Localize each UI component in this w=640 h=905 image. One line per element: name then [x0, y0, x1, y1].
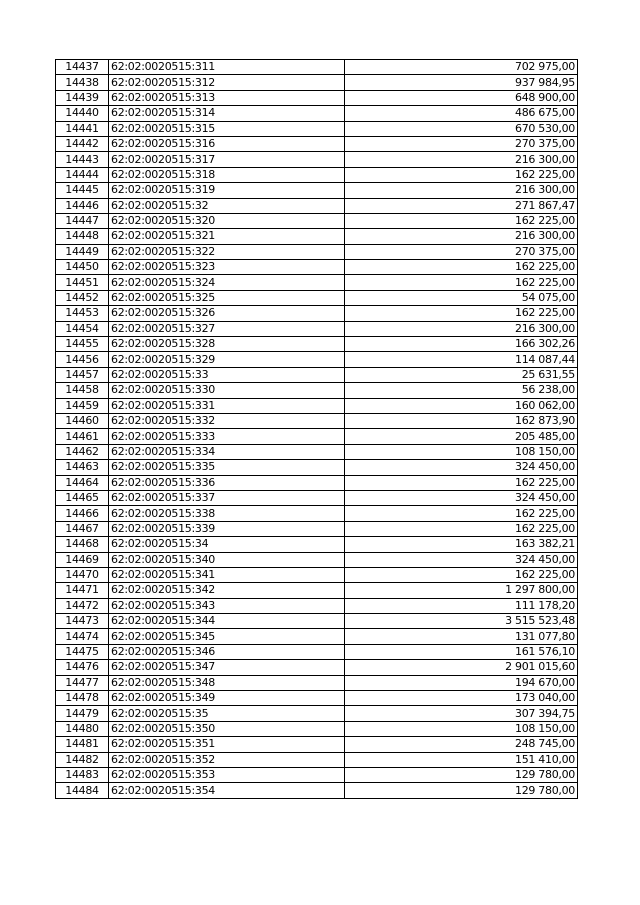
table-row — [56, 490, 578, 505]
table-row — [56, 444, 578, 459]
table-row — [56, 429, 578, 444]
value-cell: 108 150,00 — [345, 444, 578, 459]
table-row — [56, 383, 578, 398]
value-cell: 173 040,00 — [345, 691, 578, 706]
row-number-cell: 14458 — [56, 383, 109, 398]
row-number-cell: 14453 — [56, 306, 109, 321]
cadastral-number-cell: 62:02:0020515:34 — [109, 537, 345, 552]
row-number-cell: 14441 — [56, 121, 109, 136]
row-number-cell: 14449 — [56, 244, 109, 259]
value-cell: 216 300,00 — [345, 321, 578, 336]
row-number-cell: 14447 — [56, 213, 109, 228]
table-row — [56, 275, 578, 290]
table-row — [56, 352, 578, 367]
table-row — [56, 475, 578, 490]
row-number-cell: 14444 — [56, 167, 109, 182]
value-cell: 162 225,00 — [345, 521, 578, 536]
row-number-cell: 14476 — [56, 660, 109, 675]
value-cell: 648 900,00 — [345, 90, 578, 105]
cadastral-number-cell: 62:02:0020515:325 — [109, 290, 345, 305]
value-cell: 166 302,26 — [345, 337, 578, 352]
value-cell: 3 515 523,48 — [345, 614, 578, 629]
table-row — [56, 413, 578, 428]
cadastral-number-cell: 62:02:0020515:350 — [109, 721, 345, 736]
value-cell: 129 780,00 — [345, 783, 578, 798]
row-number-cell: 14481 — [56, 737, 109, 752]
row-number-cell: 14459 — [56, 398, 109, 413]
value-cell: 129 780,00 — [345, 767, 578, 782]
row-number-cell: 14448 — [56, 229, 109, 244]
table-row — [56, 260, 578, 275]
row-number-cell: 14454 — [56, 321, 109, 336]
value-cell: 324 450,00 — [345, 460, 578, 475]
cadastral-number-cell: 62:02:0020515:336 — [109, 475, 345, 490]
table-row — [56, 229, 578, 244]
value-cell: 162 225,00 — [345, 567, 578, 582]
table-row — [56, 691, 578, 706]
cadastral-number-cell: 62:02:0020515:33 — [109, 367, 345, 382]
row-number-cell: 14440 — [56, 106, 109, 121]
row-number-cell: 14452 — [56, 290, 109, 305]
value-cell: 270 375,00 — [345, 244, 578, 259]
value-cell: 25 631,55 — [345, 367, 578, 382]
row-number-cell: 14460 — [56, 413, 109, 428]
value-cell: 216 300,00 — [345, 229, 578, 244]
table-row — [56, 537, 578, 552]
cadastral-number-cell: 62:02:0020515:346 — [109, 644, 345, 659]
cadastral-number-cell: 62:02:0020515:353 — [109, 767, 345, 782]
table-row — [56, 367, 578, 382]
value-cell: 2 901 015,60 — [345, 660, 578, 675]
cadastral-number-cell: 62:02:0020515:318 — [109, 167, 345, 182]
row-number-cell: 14469 — [56, 552, 109, 567]
cadastral-number-cell: 62:02:0020515:331 — [109, 398, 345, 413]
cadastral-number-cell: 62:02:0020515:329 — [109, 352, 345, 367]
cadastral-number-cell: 62:02:0020515:327 — [109, 321, 345, 336]
cadastral-number-cell: 62:02:0020515:314 — [109, 106, 345, 121]
cadastral-number-cell: 62:02:0020515:341 — [109, 567, 345, 582]
row-number-cell: 14471 — [56, 583, 109, 598]
cadastral-number-cell: 62:02:0020515:342 — [109, 583, 345, 598]
row-number-cell: 14442 — [56, 136, 109, 151]
table-row — [56, 167, 578, 182]
table-row — [56, 644, 578, 659]
table-row — [56, 675, 578, 690]
cadastral-number-cell: 62:02:0020515:348 — [109, 675, 345, 690]
row-number-cell: 14470 — [56, 567, 109, 582]
row-number-cell: 14461 — [56, 429, 109, 444]
value-cell: 131 077,80 — [345, 629, 578, 644]
value-cell: 324 450,00 — [345, 552, 578, 567]
table-row — [56, 290, 578, 305]
cadastral-number-cell: 62:02:0020515:332 — [109, 413, 345, 428]
value-cell: 216 300,00 — [345, 152, 578, 167]
table-row — [56, 306, 578, 321]
table-row — [56, 213, 578, 228]
cadastral-number-cell: 62:02:0020515:319 — [109, 183, 345, 198]
value-cell: 162 225,00 — [345, 506, 578, 521]
row-number-cell: 14457 — [56, 367, 109, 382]
row-number-cell: 14484 — [56, 783, 109, 798]
table-row — [56, 737, 578, 752]
value-cell: 205 485,00 — [345, 429, 578, 444]
cadastral-number-cell: 62:02:0020515:32 — [109, 198, 345, 213]
cadastral-number-cell: 62:02:0020515:328 — [109, 337, 345, 352]
cadastral-number-cell: 62:02:0020515:326 — [109, 306, 345, 321]
row-number-cell: 14450 — [56, 260, 109, 275]
value-cell: 324 450,00 — [345, 490, 578, 505]
row-number-cell: 14466 — [56, 506, 109, 521]
value-cell: 162 225,00 — [345, 475, 578, 490]
value-cell: 162 225,00 — [345, 260, 578, 275]
cadastral-number-cell: 62:02:0020515:334 — [109, 444, 345, 459]
row-number-cell: 14451 — [56, 275, 109, 290]
row-number-cell: 14455 — [56, 337, 109, 352]
cadastral-number-cell: 62:02:0020515:354 — [109, 783, 345, 798]
row-number-cell: 14463 — [56, 460, 109, 475]
table-row — [56, 552, 578, 567]
value-cell: 216 300,00 — [345, 183, 578, 198]
cadastral-number-cell: 62:02:0020515:321 — [109, 229, 345, 244]
table-row — [56, 244, 578, 259]
value-cell: 162 225,00 — [345, 306, 578, 321]
value-cell: 111 178,20 — [345, 598, 578, 613]
table-row — [56, 60, 578, 75]
value-cell: 162 873,90 — [345, 413, 578, 428]
table-row — [56, 660, 578, 675]
cadastral-number-cell: 62:02:0020515:339 — [109, 521, 345, 536]
cadastral-number-cell: 62:02:0020515:340 — [109, 552, 345, 567]
value-cell: 307 394,75 — [345, 706, 578, 721]
row-number-cell: 14462 — [56, 444, 109, 459]
cadastral-value-table — [55, 59, 578, 799]
table-row — [56, 337, 578, 352]
table-row — [56, 136, 578, 151]
row-number-cell: 14464 — [56, 475, 109, 490]
value-cell: 108 150,00 — [345, 721, 578, 736]
value-cell: 160 062,00 — [345, 398, 578, 413]
row-number-cell: 14479 — [56, 706, 109, 721]
cadastral-number-cell: 62:02:0020515:347 — [109, 660, 345, 675]
cadastral-number-cell: 62:02:0020515:343 — [109, 598, 345, 613]
cadastral-number-cell: 62:02:0020515:35 — [109, 706, 345, 721]
cadastral-number-cell: 62:02:0020515:337 — [109, 490, 345, 505]
table-row — [56, 460, 578, 475]
value-cell: 151 410,00 — [345, 752, 578, 767]
table-row — [56, 567, 578, 582]
cadastral-number-cell: 62:02:0020515:311 — [109, 60, 345, 75]
row-number-cell: 14446 — [56, 198, 109, 213]
table-row — [56, 629, 578, 644]
value-cell: 248 745,00 — [345, 737, 578, 752]
table-row — [56, 598, 578, 613]
row-number-cell: 14438 — [56, 75, 109, 90]
cadastral-number-cell: 62:02:0020515:324 — [109, 275, 345, 290]
row-number-cell: 14445 — [56, 183, 109, 198]
value-cell: 486 675,00 — [345, 106, 578, 121]
value-cell: 702 975,00 — [345, 60, 578, 75]
row-number-cell: 14473 — [56, 614, 109, 629]
row-number-cell: 14437 — [56, 60, 109, 75]
table-row — [56, 90, 578, 105]
row-number-cell: 14478 — [56, 691, 109, 706]
cadastral-number-cell: 62:02:0020515:351 — [109, 737, 345, 752]
table-row — [56, 583, 578, 598]
cadastral-number-cell: 62:02:0020515:320 — [109, 213, 345, 228]
cadastral-number-cell: 62:02:0020515:352 — [109, 752, 345, 767]
value-cell: 162 225,00 — [345, 275, 578, 290]
table-row — [56, 506, 578, 521]
value-cell: 162 225,00 — [345, 167, 578, 182]
cadastral-number-cell: 62:02:0020515:330 — [109, 383, 345, 398]
table-row — [56, 521, 578, 536]
table-row — [56, 767, 578, 782]
cadastral-number-cell: 62:02:0020515:323 — [109, 260, 345, 275]
row-number-cell: 14467 — [56, 521, 109, 536]
value-cell: 670 530,00 — [345, 121, 578, 136]
cadastral-number-cell: 62:02:0020515:335 — [109, 460, 345, 475]
cadastral-number-cell: 62:02:0020515:315 — [109, 121, 345, 136]
cadastral-number-cell: 62:02:0020515:349 — [109, 691, 345, 706]
value-cell: 114 087,44 — [345, 352, 578, 367]
row-number-cell: 14474 — [56, 629, 109, 644]
cadastral-number-cell: 62:02:0020515:344 — [109, 614, 345, 629]
value-cell: 1 297 800,00 — [345, 583, 578, 598]
row-number-cell: 14480 — [56, 721, 109, 736]
value-cell: 194 670,00 — [345, 675, 578, 690]
row-number-cell: 14483 — [56, 767, 109, 782]
table-body — [56, 60, 578, 799]
table-row — [56, 398, 578, 413]
table-row — [56, 152, 578, 167]
cadastral-number-cell: 62:02:0020515:345 — [109, 629, 345, 644]
value-cell: 271 867,47 — [345, 198, 578, 213]
row-number-cell: 14475 — [56, 644, 109, 659]
table-row — [56, 183, 578, 198]
row-number-cell: 14456 — [56, 352, 109, 367]
row-number-cell: 14482 — [56, 752, 109, 767]
table-row — [56, 721, 578, 736]
value-cell: 937 984,95 — [345, 75, 578, 90]
table-row — [56, 198, 578, 213]
row-number-cell: 14443 — [56, 152, 109, 167]
table-row — [56, 783, 578, 798]
row-number-cell: 14439 — [56, 90, 109, 105]
cadastral-number-cell: 62:02:0020515:313 — [109, 90, 345, 105]
value-cell: 54 075,00 — [345, 290, 578, 305]
table-row — [56, 614, 578, 629]
row-number-cell: 14468 — [56, 537, 109, 552]
table-row — [56, 106, 578, 121]
cadastral-number-cell: 62:02:0020515:317 — [109, 152, 345, 167]
row-number-cell: 14465 — [56, 490, 109, 505]
cadastral-number-cell: 62:02:0020515:322 — [109, 244, 345, 259]
table-row — [56, 121, 578, 136]
table-row — [56, 75, 578, 90]
cadastral-number-cell: 62:02:0020515:312 — [109, 75, 345, 90]
table-row — [56, 752, 578, 767]
cadastral-number-cell: 62:02:0020515:333 — [109, 429, 345, 444]
value-cell: 56 238,00 — [345, 383, 578, 398]
cadastral-number-cell: 62:02:0020515:338 — [109, 506, 345, 521]
value-cell: 270 375,00 — [345, 136, 578, 151]
value-cell: 162 225,00 — [345, 213, 578, 228]
cadastral-number-cell: 62:02:0020515:316 — [109, 136, 345, 151]
row-number-cell: 14472 — [56, 598, 109, 613]
value-cell: 161 576,10 — [345, 644, 578, 659]
row-number-cell: 14477 — [56, 675, 109, 690]
table-row — [56, 706, 578, 721]
value-cell: 163 382,21 — [345, 537, 578, 552]
table-row — [56, 321, 578, 336]
